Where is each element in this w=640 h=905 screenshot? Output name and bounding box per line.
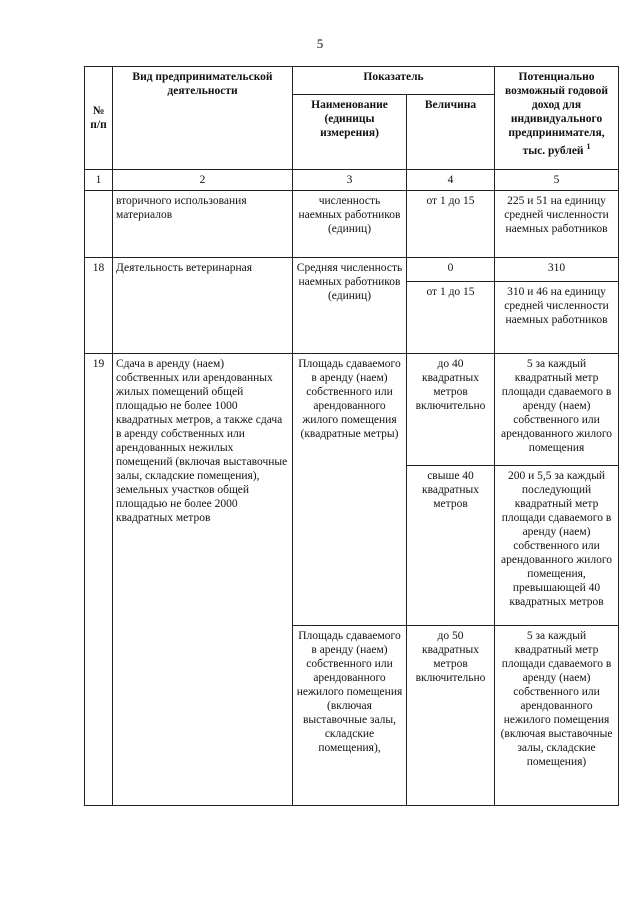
row-indicator-name: Средняя численность наемных работников (единиц) [293,258,407,354]
table-row-18 [85,258,619,282]
row-indicator-name: Площадь сдаваемого в аренду (наем) собственного или арендованного нежилого помещения (включая выставочные залы, складские помещения), [293,626,407,806]
row-income: 310 [495,258,619,282]
col-number: 2 [113,170,293,191]
row-income: 5 за каждый квадратный метр площади сдаваемого в аренду (наем) собственного или арендованного жилого помещения [495,354,619,466]
row-num: 19 [85,354,113,806]
header-value: Величина [407,95,495,170]
header-name: Наименование (единицы измерения) [293,95,407,170]
row-num [85,191,113,258]
col-number: 3 [293,170,407,191]
income-table [84,66,619,806]
row-activity: Сдача в аренду (наем) собственных или арендованных жилых помещений общей площадью не более 1000 квадратных метров, а также сдача в аренду собственных или арендованных нежилых помещений (включая выставочные залы, складские помещения), земельных участков общей площадью не более 2000 квадратных метров [113,354,293,806]
row-indicator-name: Площадь сдаваемого в аренду (наем) собственного или арендованного жилого помещения (квадратные метры) [293,354,407,626]
row-income: 200 и 5,5 за каждый последующий квадратный метр площади сдаваемого в аренду (наем) собственного или арендованного жилого помещения, превышающей 40 квадратных метров [495,466,619,626]
header-activity: Вид предпринимательской деятельности [113,67,293,170]
footnote-marker: 1 [586,142,591,151]
row-value: до 40 квадратных метров включительно [407,354,495,466]
header-income-text: Потенциально возможный годовой доход для индивидуального предпринимателя, тыс. рублей [504,71,609,157]
column-number-row [85,170,619,191]
col-number: 4 [407,170,495,191]
row-value: свыше 40 квадратных метров [407,466,495,626]
row-value: до 50 квадратных метров включительно [407,626,495,806]
row-value: 0 [407,258,495,282]
header-num: № п/п [85,67,113,170]
header-income [495,67,619,170]
row-value: от 1 до 15 [407,191,495,258]
table-row-19 [85,354,619,466]
row-income: 310 и 46 на единицу средней численности наемных работников [495,282,619,354]
table-row-continuation [85,191,619,258]
col-number: 5 [495,170,619,191]
header-row-1 [85,67,619,95]
header-indicator: Показатель [293,67,495,95]
row-indicator-name: численность наемных работников (единиц) [293,191,407,258]
col-number: 1 [85,170,113,191]
row-value: от 1 до 15 [407,282,495,354]
row-income: 225 и 51 на единицу средней численности наемных работников [495,191,619,258]
row-activity: вторичного использования материалов [113,191,293,258]
page-number: 5 [316,36,324,51]
row-activity: Деятельность ветеринарная [113,258,293,354]
row-num: 18 [85,258,113,354]
row-income: 5 за каждый квадратный метр площади сдаваемого в аренду (наем) собственного или арендованного нежилого помещения (включая выставочные залы, складские помещения) [495,626,619,806]
